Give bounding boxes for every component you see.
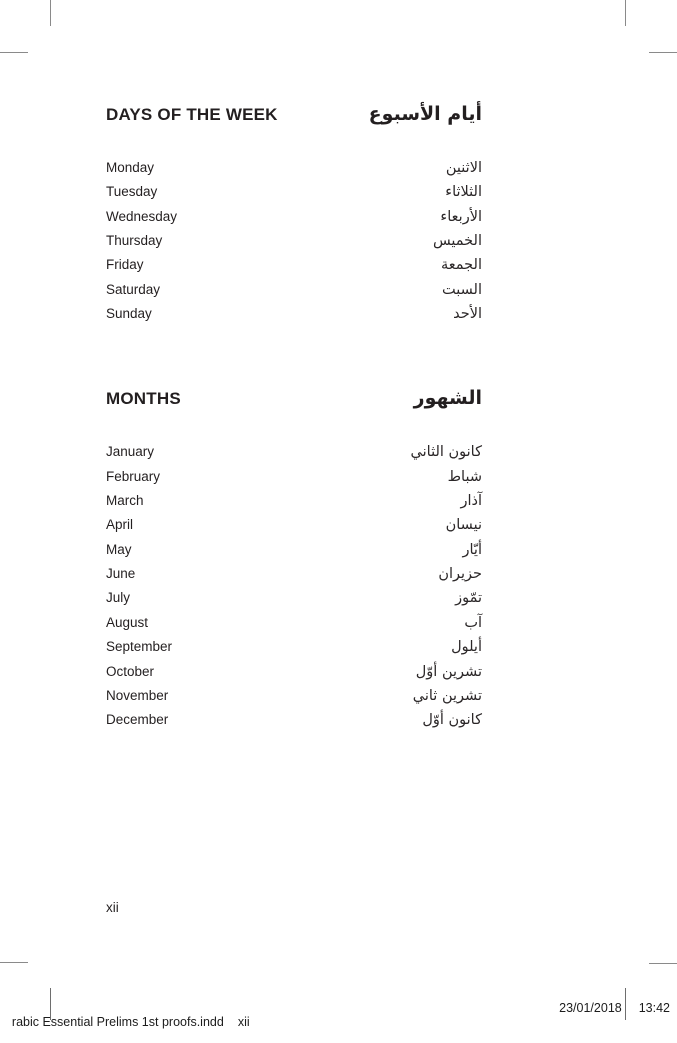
arabic-term: الأحد <box>453 306 482 323</box>
vocab-row <box>106 233 482 257</box>
proof-time: 13:42 <box>638 1001 670 1015</box>
arabic-term: حزيران <box>438 566 482 583</box>
section-days <box>106 103 482 330</box>
vocab-row <box>106 184 482 208</box>
months-list <box>106 444 482 736</box>
page-content <box>106 103 482 737</box>
vocab-row <box>106 639 482 663</box>
vocab-row <box>106 590 482 614</box>
vocab-row <box>106 517 482 541</box>
vocab-row <box>106 566 482 590</box>
arabic-term: آب <box>464 614 482 631</box>
english-term: Saturday <box>106 281 161 297</box>
vocab-row <box>106 257 482 281</box>
arabic-term: السبت <box>442 281 482 298</box>
english-term: Thursday <box>106 233 163 249</box>
crop-mark-top-left-vertical <box>50 0 51 26</box>
arabic-term: الاثنين <box>445 160 482 176</box>
arabic-term: تمّوز <box>455 590 482 607</box>
arabic-term: كانون أوّل <box>422 712 482 729</box>
months-heading-english: MONTHS <box>106 389 181 409</box>
vocab-row <box>106 493 482 517</box>
english-term: November <box>106 687 169 703</box>
english-term: March <box>106 493 144 509</box>
crop-mark-top-right-vertical <box>625 0 626 26</box>
arabic-term: الجمعة <box>441 257 482 274</box>
vocab-row <box>106 542 482 566</box>
vocab-row <box>106 688 482 712</box>
english-term: Friday <box>106 257 144 273</box>
days-list <box>106 160 482 330</box>
arabic-term: أيلول <box>451 639 482 656</box>
arabic-term: أيّار <box>462 541 482 558</box>
crop-mark-top-left-horizontal <box>0 52 28 53</box>
arabic-term: تشرين أوّل <box>415 663 482 680</box>
vocab-row <box>106 469 482 493</box>
english-term: December <box>106 712 169 728</box>
vocab-row <box>106 664 482 688</box>
vocab-row <box>106 444 482 468</box>
arabic-term: تشرين ثاني <box>412 687 482 704</box>
days-heading-arabic: أيام الأسبوع <box>368 103 482 125</box>
arabic-term: نيسان <box>445 517 482 534</box>
english-term: October <box>106 663 155 679</box>
arabic-term: الأربعاء <box>440 208 482 225</box>
section-days-heading <box>106 103 482 131</box>
english-term: January <box>106 444 155 460</box>
english-term: April <box>106 517 134 533</box>
arabic-term: الثلاثاء <box>445 184 482 201</box>
vocab-row <box>106 712 482 736</box>
months-heading-arabic: الشهور <box>413 387 482 410</box>
crop-mark-top-right-horizontal <box>649 52 677 53</box>
arabic-term: شباط <box>447 468 482 485</box>
vocab-row <box>106 282 482 306</box>
arabic-term: الخميس <box>432 233 482 250</box>
arabic-term: آذار <box>460 493 482 510</box>
vocab-row <box>106 615 482 639</box>
vocab-row <box>106 160 482 184</box>
english-term: July <box>106 590 131 606</box>
english-term: Sunday <box>106 306 152 322</box>
english-term: August <box>106 614 149 630</box>
crop-mark-bottom-left-horizontal <box>0 962 28 963</box>
english-term: February <box>106 468 161 484</box>
section-months <box>106 387 482 736</box>
english-term: May <box>106 541 132 557</box>
english-term: September <box>106 639 173 655</box>
arabic-term: كانون الثاني <box>410 444 482 461</box>
crop-mark-bottom-right-horizontal <box>649 963 677 964</box>
proof-filename-text: rabic Essential Prelims 1st proofs.indd <box>11 1015 224 1029</box>
page-number: xii <box>106 900 119 915</box>
english-term: Wednesday <box>106 208 178 224</box>
proof-slug-filename <box>0 1001 250 1043</box>
english-term: Monday <box>106 160 155 175</box>
proof-page-ref: xii <box>237 1015 250 1029</box>
vocab-row <box>106 306 482 330</box>
vocab-row <box>106 209 482 233</box>
days-heading-english: DAYS OF THE WEEK <box>106 105 278 124</box>
english-term: June <box>106 566 136 582</box>
proof-date: 23/01/2018 <box>559 1001 622 1015</box>
english-term: Tuesday <box>106 184 158 200</box>
section-months-heading <box>106 387 482 415</box>
proof-slug-datetime <box>559 1001 670 1015</box>
